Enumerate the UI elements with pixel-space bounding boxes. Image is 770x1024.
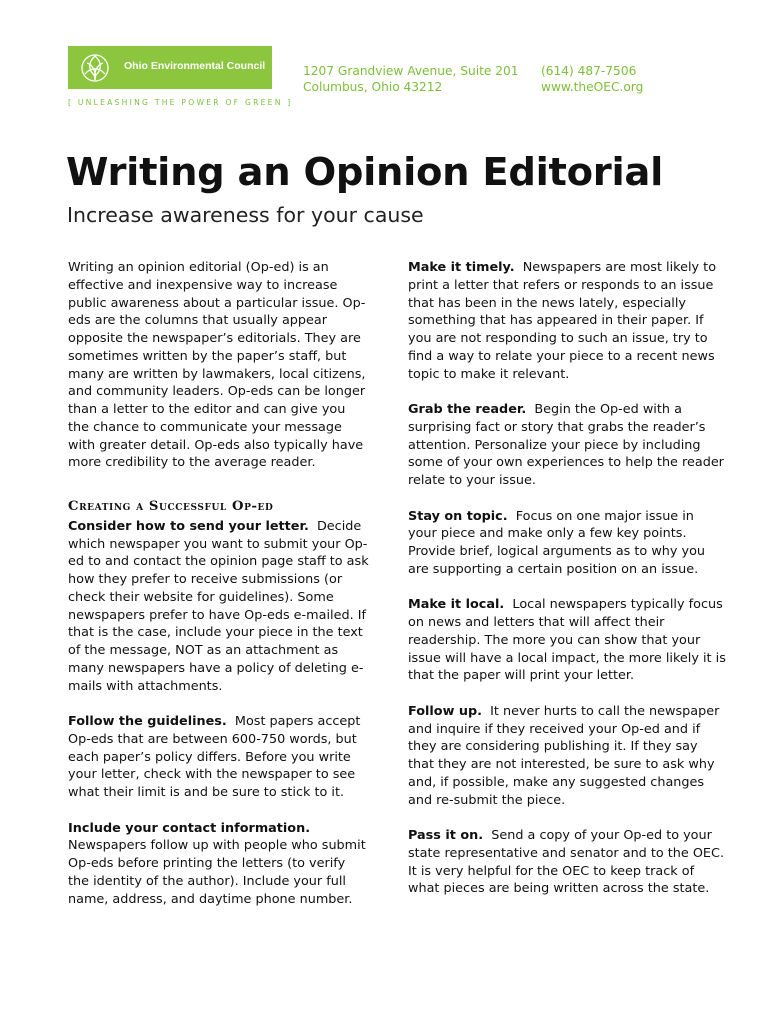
tip-paragraph (408, 703, 726, 810)
trefoil-leaf-logo-icon (78, 51, 112, 85)
contact-info (541, 63, 643, 95)
tip-paragraph (408, 508, 726, 579)
tip-body: Most papers accept Op-eds that are between 600-750 words, but each paper’s policy differs. Before you write your letter, check with the newspaper to see what their limit is and be sure to stick to it. (68, 714, 361, 800)
organization-logo (68, 46, 272, 89)
tip-heading: Follow up. (408, 703, 482, 719)
tip-heading: Stay on topic. (408, 508, 508, 524)
tip-heading: Include your contact information. (68, 820, 311, 836)
tip-body: Decide which newspaper you want to submit your Op-ed to and contact the opinion page staff to ask how they prefer to receive submissions (or check their website for guidelines). Some newspapers prefer to have Op-eds e-mailed. If that is the case, include your piece in the text of the message, NOT as an attachment as many newspapers have a policy of deleting e-mails with attachments. (68, 518, 369, 694)
right-column (408, 259, 726, 898)
left-column (68, 259, 370, 908)
tip-paragraph (408, 596, 726, 685)
page-title: Writing an Opinion Editorial (66, 150, 663, 195)
tip-body: Local newspapers typically focus on news and letters that will affect their readership. The more you can show that your issue will have a local impact, the more likely it is that the paper will print your letter. (408, 597, 726, 684)
intro-paragraph: Writing an opinion editorial (Op-ed) is an effective and inexpensive way to increase public awareness about a particular issue. Op-eds are the columns that usually appear opposite the newspaper’s editorials. They are sometimes written by the paper’s staff, but many are written by lawmakers, local citizens, and community leaders. Op-eds can be longer than a letter to the editor and can give you the chance to communicate your message with greater detail. Op-eds also typically have more credibility to the average reader. (68, 260, 366, 471)
tip-body: Begin the Op-ed with a surprising fact or story that grabs the reader’s attention. Personalize your piece by including some of your own experiences to help the reader relate to your issue. (408, 402, 724, 488)
address-line-2: Columbus, Ohio 43212 (303, 80, 443, 94)
tip-body: Focus on one major issue in your piece and make only a few key points. Provide brief, logical arguments as to why you are supporting a certain position on an issue. (408, 508, 706, 577)
tip-paragraph (408, 259, 726, 383)
tip-heading: Make it local. (408, 597, 505, 613)
tip-paragraph (68, 713, 370, 802)
tip-paragraph (68, 518, 370, 696)
tip-body: Send a copy of your Op-ed to your state representative and senator and to the OEC. It is very helpful for the OEC to keep track of what pieces are being written across the state. (408, 828, 725, 897)
tip-heading: Consider how to send your letter. (68, 518, 309, 534)
phone-number: (614) 487-7506 (541, 64, 637, 78)
tip-heading: Pass it on. (408, 828, 484, 843)
tip-heading: Make it timely. (408, 260, 515, 275)
tip-body: Newspapers are most likely to print a letter that refers or responds to an issue that has been in the news lately, especially something that has appeared in their paper. If you are not responding to such an issue, try to find a way to relate your piece to a recent news topic to make it relevant. (408, 260, 717, 382)
website-link[interactable]: www.theOEC.org (541, 80, 644, 94)
tip-paragraph (408, 827, 726, 898)
tip-heading: Grab the reader. (408, 402, 527, 417)
tip-paragraph (408, 401, 726, 490)
tip-body: It never hurts to call the newspaper and inquire if they received your Op-ed and if they are considering publishing it. If they say that they are not interested, be sure to ask why and, if possible, make any suggested changes and re-submit the piece. (408, 703, 720, 808)
organization-name: Ohio Environmental Council (124, 60, 266, 72)
address-line-1: 1207 Grandview Avenue, Suite 201 (303, 64, 519, 78)
mailing-address (303, 63, 519, 95)
section-heading: Creating a Successful Op-ed (68, 499, 274, 514)
tip-body: Newspapers follow up with people who submit Op-eds before printing the letters (to verify the identity of the author). Include your full name, address, and daytime phone number. (68, 838, 366, 907)
tip-heading: Follow the guidelines. (68, 714, 227, 729)
page-subtitle: Increase awareness for your cause (67, 203, 424, 227)
tagline: [ UNLEASHING THE POWER OF GREEN ] (68, 98, 293, 107)
tip-paragraph (68, 820, 370, 909)
